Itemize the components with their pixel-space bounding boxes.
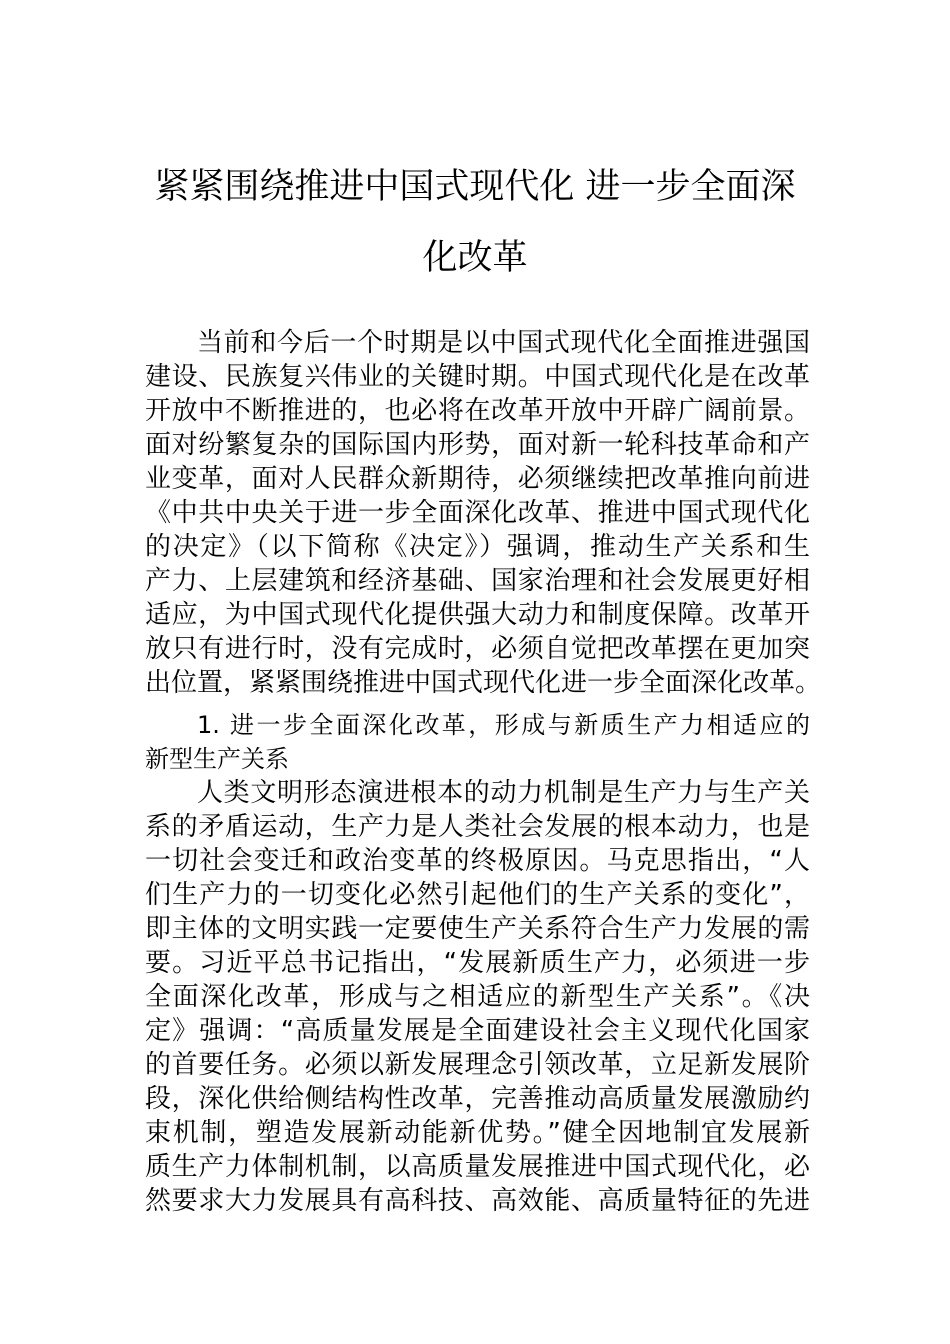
paragraph-1-line: 的决定》（以下简称《决定》）强调，推动生产关系和生 — [145, 532, 810, 562]
paragraph-2-line: 的首要任务。必须以新发展理念引领改革，立足新发展阶 — [145, 1050, 810, 1080]
paragraph-1-line: 适应，为中国式现代化提供强大动力和制度保障。改革开 — [145, 600, 810, 630]
paragraph-1-line: 产力、上层建筑和经济基础、国家治理和社会发展更好相 — [145, 566, 810, 596]
paragraph-1-line: 建设、民族复兴伟业的关键时期。中国式现代化是在改革 — [145, 362, 810, 392]
paragraph-2-line: 要。习近平总书记指出，“发展新质生产力，必须进一步 — [145, 948, 810, 978]
paragraph-2-line: 束机制，塑造发展新动能新优势。”健全因地制宜发展新 — [145, 1118, 810, 1148]
paragraph-2-line: 全面深化改革，形成与之相适应的新型生产关系”。《决 — [145, 982, 810, 1012]
document-title-line-1: 紧紧围绕推进中国式现代化 进一步全面深 — [154, 167, 796, 207]
paragraph-1-line: 业变革，面对人民群众新期待，必须继续把改革推向前进 — [145, 464, 810, 494]
paragraph-1-line: 《中共中央关于进一步全面深化改革、推进中国式现代化 — [145, 498, 810, 528]
paragraph-2-line: 段，深化供给侧结构性改革，完善推动高质量发展激励约 — [145, 1084, 810, 1114]
paragraph-2-line: 质生产力体制机制，以高质量发展推进中国式现代化，必 — [145, 1152, 810, 1182]
paragraph-1-line: 开放中不断推进的，也必将在改革开放中开辟广阔前景。 — [145, 396, 810, 426]
paragraph-2-line: 然要求大力发展具有高科技、高效能、高质量特征的先进 — [145, 1186, 810, 1216]
paragraph-1-line: 面对纷繁复杂的国际国内形势，面对新一轮科技革命和产 — [145, 430, 810, 460]
section-heading-line: 1. 进一步全面深化改革，形成与新质生产力相适应的 — [197, 711, 810, 739]
document-title-line-2: 化改革 — [422, 238, 528, 278]
paragraph-2-line: 们生产力的一切变化必然引起他们的生产关系的变化”， — [145, 880, 810, 910]
paragraph-1-line: 当前和今后一个时期是以中国式现代化全面推进强国 — [197, 328, 810, 358]
paragraph-1-line: 放只有进行时，没有完成时，必须自觉把改革摆在更加突 — [145, 634, 810, 664]
paragraph-2-line: 系的矛盾运动，生产力是人类社会发展的根本动力，也是 — [145, 812, 810, 842]
paragraph-1-line: 出位置，紧紧围绕推进中国式现代化进一步全面深化改革。 — [145, 668, 822, 698]
paragraph-2-line: 定》强调：“高质量发展是全面建设社会主义现代化国家 — [145, 1016, 810, 1046]
paragraph-2-line: 一切社会变迁和政治变革的终极原因。马克思指出，“人 — [145, 846, 810, 876]
paragraph-2-line: 人类文明形态演进根本的动力机制是生产力与生产关 — [197, 778, 810, 808]
paragraph-2-line: 即主体的文明实践一定要使生产关系符合生产力发展的需 — [145, 914, 810, 944]
section-heading-line: 新型生产关系 — [145, 745, 289, 773]
